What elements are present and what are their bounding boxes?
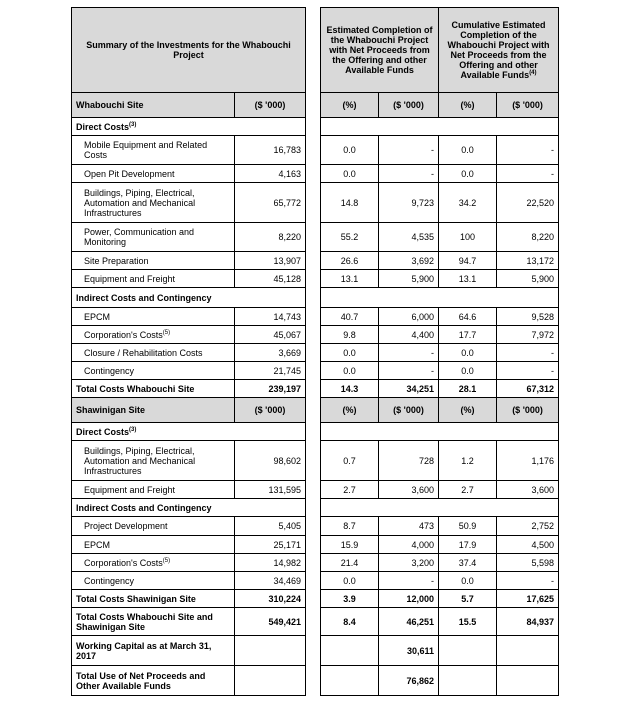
cell: 4,535 xyxy=(379,223,439,252)
empty-cell xyxy=(497,636,559,666)
row-label: Contingency xyxy=(72,572,235,590)
spacer-row xyxy=(321,288,559,308)
cell: 728 xyxy=(379,441,439,481)
row-label: Contingency xyxy=(72,362,235,380)
cell: 15.5 xyxy=(439,608,497,636)
empty-cell xyxy=(235,666,306,696)
spacer-row xyxy=(321,499,559,517)
cell: 67,312 xyxy=(497,380,559,398)
cell: 34,251 xyxy=(379,380,439,398)
cell: - xyxy=(497,362,559,380)
cell: 40.7 xyxy=(321,308,379,326)
row-label: EPCM xyxy=(72,536,235,554)
cell: 13.1 xyxy=(321,270,379,288)
cell: 0.0 xyxy=(321,362,379,380)
cell: 5,900 xyxy=(497,270,559,288)
row-value: 8,220 xyxy=(235,223,306,252)
cum-completion-header: Cumulative Estimated Completion of the Whabouchi Project with Net Proceeds from the Offering and other Available Funds$^{(4)}$ xyxy=(439,8,559,93)
working-capital-value: 30,611 xyxy=(379,636,439,666)
cell: 9.8 xyxy=(321,326,379,344)
row-value: 34,469 xyxy=(235,572,306,590)
cell: 0.0 xyxy=(439,136,497,165)
grand-total-label: Total Costs Whabouchi Site and Shawinigan Site xyxy=(72,608,235,636)
row-value: 13,907 xyxy=(235,252,306,270)
row-label: Project Development xyxy=(72,517,235,536)
row-label: Equipment and Freight xyxy=(72,481,235,499)
cell: 0.0 xyxy=(321,165,379,183)
cell: 17,625 xyxy=(497,590,559,608)
cell: 0.0 xyxy=(321,572,379,590)
cell: 28.1 xyxy=(439,380,497,398)
empty-cell xyxy=(439,636,497,666)
cell: - xyxy=(497,165,559,183)
spacer-row xyxy=(321,423,559,441)
row-value: 25,171 xyxy=(235,536,306,554)
cell: 46,251 xyxy=(379,608,439,636)
row-label: Closure / Rehabilitation Costs xyxy=(72,344,235,362)
cell: 64.6 xyxy=(439,308,497,326)
row-label: Open Pit Development xyxy=(72,165,235,183)
cell: 9,528 xyxy=(497,308,559,326)
total-label: Total Costs Shawinigan Site xyxy=(72,590,235,608)
direct-costs-label: Direct Costs$^{(3)}$ xyxy=(72,423,306,441)
row-label: Power, Communication and Monitoring xyxy=(72,223,235,252)
empty-cell xyxy=(321,666,379,696)
empty-cell xyxy=(321,636,379,666)
cell: 3,600 xyxy=(379,481,439,499)
row-label: Corporation's Costs$^{(5)}$ xyxy=(72,326,235,344)
cell: 26.6 xyxy=(321,252,379,270)
est-completion-header: Estimated Completion of the Whabouchi Project with Net Proceeds from the Offering and other Available Funds xyxy=(321,8,439,93)
cell: 9,723 xyxy=(379,183,439,223)
cell: 8,220 xyxy=(497,223,559,252)
completion-table xyxy=(320,7,559,696)
cell: - xyxy=(379,572,439,590)
investment-summary-table xyxy=(71,7,306,696)
whabouchi-site-label: Whabouchi Site xyxy=(72,93,235,118)
cell: 50.9 xyxy=(439,517,497,536)
direct-costs-label: Direct Costs$^{(3)}$ xyxy=(72,118,306,136)
cell: 0.0 xyxy=(439,344,497,362)
cell: 5,900 xyxy=(379,270,439,288)
col-header: ($ '000) xyxy=(379,398,439,423)
indirect-costs-label: Indirect Costs and Contingency xyxy=(72,499,306,517)
cell: 8.4 xyxy=(321,608,379,636)
cell: 4,500 xyxy=(497,536,559,554)
row-value: 14,982 xyxy=(235,554,306,572)
cell: 3,200 xyxy=(379,554,439,572)
cell: 14.3 xyxy=(321,380,379,398)
cell: 37.4 xyxy=(439,554,497,572)
cell: 473 xyxy=(379,517,439,536)
row-value: 98,602 xyxy=(235,441,306,481)
cell: 3,600 xyxy=(497,481,559,499)
col-header: (%) xyxy=(321,398,379,423)
row-label: Equipment and Freight xyxy=(72,270,235,288)
col-header: ($ '000) xyxy=(235,93,306,118)
cell: 2,752 xyxy=(497,517,559,536)
cell: 7,972 xyxy=(497,326,559,344)
cell: 3.9 xyxy=(321,590,379,608)
cell: 84,937 xyxy=(497,608,559,636)
cell: - xyxy=(379,362,439,380)
cell: 5,598 xyxy=(497,554,559,572)
cell: 22,520 xyxy=(497,183,559,223)
empty-cell xyxy=(235,636,306,666)
row-value: 21,745 xyxy=(235,362,306,380)
row-value: 45,128 xyxy=(235,270,306,288)
row-label: Corporation's Costs$^{(5)}$ xyxy=(72,554,235,572)
col-header: ($ '000) xyxy=(379,93,439,118)
total-value: 310,224 xyxy=(235,590,306,608)
row-value: 14,743 xyxy=(235,308,306,326)
shawinigan-site-label: Shawinigan Site xyxy=(72,398,235,423)
cell: 14.8 xyxy=(321,183,379,223)
indirect-costs-label: Indirect Costs and Contingency xyxy=(72,288,306,308)
row-label: Buildings, Piping, Electrical, Automation and Mechanical Infrastructures xyxy=(72,441,235,481)
cell: 0.0 xyxy=(321,344,379,362)
cell: 13.1 xyxy=(439,270,497,288)
cell: 2.7 xyxy=(321,481,379,499)
col-header: ($ '000) xyxy=(497,398,559,423)
empty-cell xyxy=(439,666,497,696)
total-use-label: Total Use of Net Proceeds and Other Available Funds xyxy=(72,666,235,696)
cell: 34.2 xyxy=(439,183,497,223)
empty-cell xyxy=(497,666,559,696)
cell: 15.9 xyxy=(321,536,379,554)
cell: - xyxy=(497,572,559,590)
cell: 3,692 xyxy=(379,252,439,270)
row-value: 45,067 xyxy=(235,326,306,344)
cell: - xyxy=(379,136,439,165)
row-label: Buildings, Piping, Electrical, Automation and Mechanical Infrastructures xyxy=(72,183,235,223)
cell: 13,172 xyxy=(497,252,559,270)
cell: 17.9 xyxy=(439,536,497,554)
working-capital-label: Working Capital as at March 31, 2017 xyxy=(72,636,235,666)
cell: - xyxy=(497,344,559,362)
row-label: Site Preparation xyxy=(72,252,235,270)
cell: 17.7 xyxy=(439,326,497,344)
row-value: 131,595 xyxy=(235,481,306,499)
total-use-value: 76,862 xyxy=(379,666,439,696)
row-value: 65,772 xyxy=(235,183,306,223)
cell: 4,000 xyxy=(379,536,439,554)
cell: 1.2 xyxy=(439,441,497,481)
row-label: Mobile Equipment and Related Costs xyxy=(72,136,235,165)
cell: 6,000 xyxy=(379,308,439,326)
grand-total-value: 549,421 xyxy=(235,608,306,636)
row-value: 16,783 xyxy=(235,136,306,165)
cell: 1,176 xyxy=(497,441,559,481)
cell: 0.0 xyxy=(439,165,497,183)
cell: 21.4 xyxy=(321,554,379,572)
row-value: 3,669 xyxy=(235,344,306,362)
cell: - xyxy=(379,344,439,362)
cell: 8.7 xyxy=(321,517,379,536)
spacer-row xyxy=(321,118,559,136)
cell: 0.0 xyxy=(439,362,497,380)
row-value: 4,163 xyxy=(235,165,306,183)
col-header: ($ '000) xyxy=(235,398,306,423)
row-value: 5,405 xyxy=(235,517,306,536)
col-header: (%) xyxy=(321,93,379,118)
cell: 12,000 xyxy=(379,590,439,608)
col-header: ($ '000) xyxy=(497,93,559,118)
summary-title: Summary of the Investments for the Whabouchi Project xyxy=(72,8,306,93)
cell: 2.7 xyxy=(439,481,497,499)
col-header: (%) xyxy=(439,93,497,118)
col-header: (%) xyxy=(439,398,497,423)
cell: 55.2 xyxy=(321,223,379,252)
total-value: 239,197 xyxy=(235,380,306,398)
cell: 0.0 xyxy=(439,572,497,590)
cell: 94.7 xyxy=(439,252,497,270)
total-label: Total Costs Whabouchi Site xyxy=(72,380,235,398)
cell: - xyxy=(379,165,439,183)
cell: 0.0 xyxy=(321,136,379,165)
cell: 100 xyxy=(439,223,497,252)
cell: 5.7 xyxy=(439,590,497,608)
cell: 0.7 xyxy=(321,441,379,481)
cell: 4,400 xyxy=(379,326,439,344)
cell: - xyxy=(497,136,559,165)
row-label: EPCM xyxy=(72,308,235,326)
